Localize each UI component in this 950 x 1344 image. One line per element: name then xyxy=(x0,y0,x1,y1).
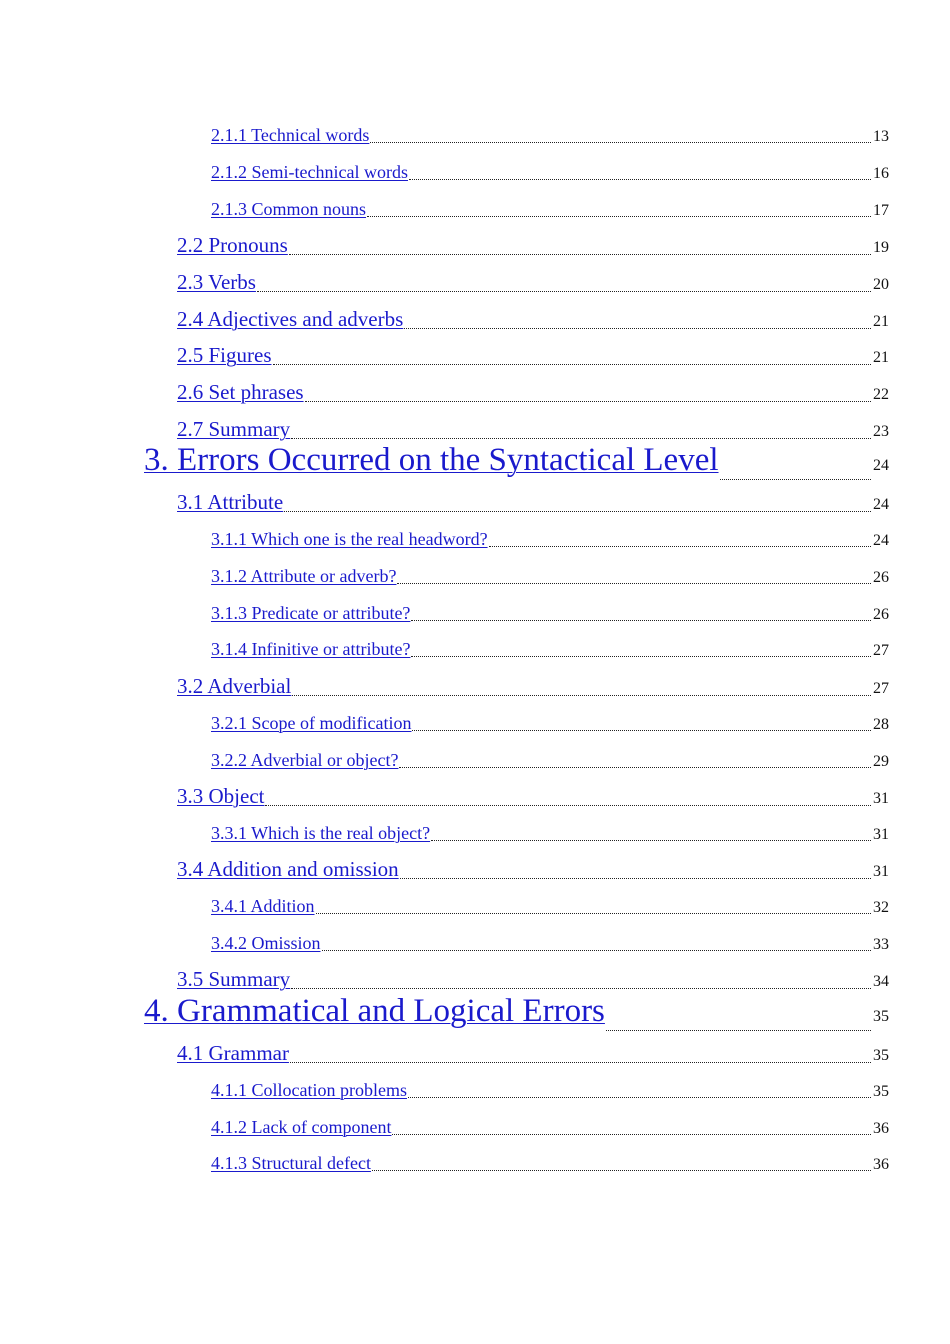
dot-leader xyxy=(392,1117,871,1139)
toc-page-number: 21 xyxy=(873,313,889,330)
toc-entry-4-1[interactable] xyxy=(177,1041,889,1067)
toc-entry-title[interactable]: 3.1.3 Predicate or attribute? xyxy=(211,603,411,623)
dot-leader xyxy=(316,896,871,918)
toc-entry-2-7[interactable] xyxy=(177,417,889,443)
dot-leader xyxy=(606,993,871,1033)
toc-page-number: 29 xyxy=(873,753,889,770)
toc-entry-3-5[interactable] xyxy=(177,967,889,993)
toc-entry-chapter-3[interactable] xyxy=(144,442,889,482)
dot-leader xyxy=(257,270,871,296)
toc-entry-title[interactable]: 4.1 Grammar xyxy=(177,1041,289,1065)
toc-entry-3-1-1[interactable] xyxy=(211,529,889,551)
toc-entry-title[interactable]: 2.1.3 Common nouns xyxy=(211,199,367,219)
toc-entry-2-1-3[interactable] xyxy=(211,199,889,221)
toc-entry-4-1-3[interactable] xyxy=(211,1153,889,1175)
dot-leader xyxy=(399,750,871,772)
toc-entry-2-1-2[interactable] xyxy=(211,162,889,184)
dot-leader xyxy=(292,674,871,700)
toc-page-number: 28 xyxy=(873,716,889,733)
toc-entry-2-1-1[interactable] xyxy=(211,125,889,147)
toc-page-number: 17 xyxy=(873,202,889,219)
toc-entry-title[interactable]: 4.1.1 Collocation problems xyxy=(211,1080,407,1100)
toc-entry-3-4[interactable] xyxy=(177,857,889,883)
toc-page-number: 24 xyxy=(873,496,889,513)
toc-page-number: 35 xyxy=(873,1083,889,1100)
toc-entry-title[interactable]: 3.3.1 Which is the real object? xyxy=(211,823,431,843)
toc-page-number: 24 xyxy=(873,457,889,474)
toc-page-number: 36 xyxy=(873,1156,889,1173)
toc-entry-title[interactable]: 3.1.2 Attribute or adverb? xyxy=(211,566,397,586)
dot-leader xyxy=(408,1080,871,1102)
toc-entry-3-2[interactable] xyxy=(177,674,889,700)
toc-entry-title[interactable]: 2.1.1 Technical words xyxy=(211,125,370,145)
toc-page-number: 26 xyxy=(873,569,889,586)
dot-leader xyxy=(489,529,871,551)
dot-leader xyxy=(404,307,871,333)
toc-entry-title[interactable]: 3. Errors Occurred on the Syntactical Level xyxy=(144,442,719,478)
toc-entry-title[interactable]: 4.1.2 Lack of component xyxy=(211,1117,392,1137)
toc-entry-title[interactable]: 2.5 Figures xyxy=(177,343,272,367)
toc-entry-3-4-1[interactable] xyxy=(211,896,889,918)
toc-entry-chapter-4[interactable] xyxy=(144,993,889,1033)
dot-leader xyxy=(305,380,871,406)
toc-entry-title[interactable]: 4. Grammatical and Logical Errors xyxy=(144,993,605,1029)
toc-entry-3-1[interactable] xyxy=(177,490,889,516)
toc-entry-title[interactable]: 2.6 Set phrases xyxy=(177,380,304,404)
toc-entry-title[interactable]: 3.2.2 Adverbial or object? xyxy=(211,750,399,770)
toc-page-number: 16 xyxy=(873,165,889,182)
toc-page-number: 19 xyxy=(873,239,889,256)
dot-leader xyxy=(273,343,872,369)
toc-page-number: 32 xyxy=(873,899,889,916)
toc-entry-title[interactable]: 2.4 Adjectives and adverbs xyxy=(177,307,404,331)
dot-leader xyxy=(431,823,871,845)
toc-page-number: 31 xyxy=(873,790,889,807)
toc-entry-title[interactable]: 2.2 Pronouns xyxy=(177,233,288,257)
toc-entry-title[interactable]: 3.1 Attribute xyxy=(177,490,284,514)
toc-page-number: 34 xyxy=(873,973,889,990)
dot-leader xyxy=(322,933,871,955)
toc-entry-2-6[interactable] xyxy=(177,380,889,406)
dot-leader xyxy=(409,162,871,184)
toc-page-number: 31 xyxy=(873,863,889,880)
dot-leader xyxy=(400,857,871,883)
toc-entry-2-5[interactable] xyxy=(177,343,889,369)
dot-leader xyxy=(411,603,871,625)
toc-page-number: 27 xyxy=(873,680,889,697)
toc-page-number: 33 xyxy=(873,936,889,953)
toc-entry-title[interactable]: 3.4.1 Addition xyxy=(211,896,315,916)
toc-entry-3-2-2[interactable] xyxy=(211,750,889,772)
toc-entry-title[interactable]: 3.4 Addition and omission xyxy=(177,857,399,881)
toc-entry-title[interactable]: 2.3 Verbs xyxy=(177,270,256,294)
toc-page-number: 21 xyxy=(873,349,889,366)
dot-leader xyxy=(411,639,871,661)
toc-page-number: 31 xyxy=(873,826,889,843)
dot-leader xyxy=(412,713,871,735)
toc-entry-title[interactable]: 3.2 Adverbial xyxy=(177,674,292,698)
dot-leader xyxy=(291,417,871,443)
toc-entry-2-2[interactable] xyxy=(177,233,889,259)
dot-leader xyxy=(289,233,871,259)
toc-entry-3-1-4[interactable] xyxy=(211,639,889,661)
toc-entry-title[interactable]: 4.1.3 Structural defect xyxy=(211,1153,371,1173)
toc-entry-title[interactable]: 3.5 Summary xyxy=(177,967,291,991)
toc-page-number: 13 xyxy=(873,128,889,145)
toc-page-number: 26 xyxy=(873,606,889,623)
dot-leader xyxy=(370,125,871,147)
toc-page-number: 35 xyxy=(873,1047,889,1064)
toc-entry-title[interactable]: 3.3 Object xyxy=(177,784,265,808)
toc-entry-3-2-1[interactable] xyxy=(211,713,889,735)
toc-entry-3-1-3[interactable] xyxy=(211,603,889,625)
toc-page-number: 36 xyxy=(873,1120,889,1137)
toc-page-number: 24 xyxy=(873,532,889,549)
dot-leader xyxy=(720,442,871,482)
toc-page-number: 27 xyxy=(873,642,889,659)
toc-entry-title[interactable]: 2.7 Summary xyxy=(177,417,291,441)
toc-entry-4-1-2[interactable] xyxy=(211,1117,889,1139)
toc-page-number: 22 xyxy=(873,386,889,403)
toc-entry-title[interactable]: 3.4.2 Omission xyxy=(211,933,321,953)
dot-leader xyxy=(290,1041,871,1067)
toc-entry-3-1-2[interactable] xyxy=(211,566,889,588)
toc-entry-3-4-2[interactable] xyxy=(211,933,889,955)
toc-page-number: 23 xyxy=(873,423,889,440)
dot-leader xyxy=(372,1153,871,1175)
dot-leader xyxy=(265,784,871,810)
toc-entry-4-1-1[interactable] xyxy=(211,1080,889,1102)
dot-leader xyxy=(284,490,871,516)
dot-leader xyxy=(367,199,871,221)
toc-entry-2-4[interactable] xyxy=(177,307,889,333)
toc-entry-title[interactable]: 3.1.4 Infinitive or attribute? xyxy=(211,639,411,659)
toc-page-number: 20 xyxy=(873,276,889,293)
toc-entry-3-3[interactable] xyxy=(177,784,889,810)
dot-leader xyxy=(291,967,871,993)
toc-page-number: 35 xyxy=(873,1008,889,1025)
toc-entry-title[interactable]: 3.1.1 Which one is the real headword? xyxy=(211,529,488,549)
dot-leader xyxy=(397,566,871,588)
toc-entry-title[interactable]: 2.1.2 Semi-technical words xyxy=(211,162,408,182)
toc-entry-3-3-1[interactable] xyxy=(211,823,889,845)
toc-entry-title[interactable]: 3.2.1 Scope of modification xyxy=(211,713,412,733)
toc-entry-2-3[interactable] xyxy=(177,270,889,296)
